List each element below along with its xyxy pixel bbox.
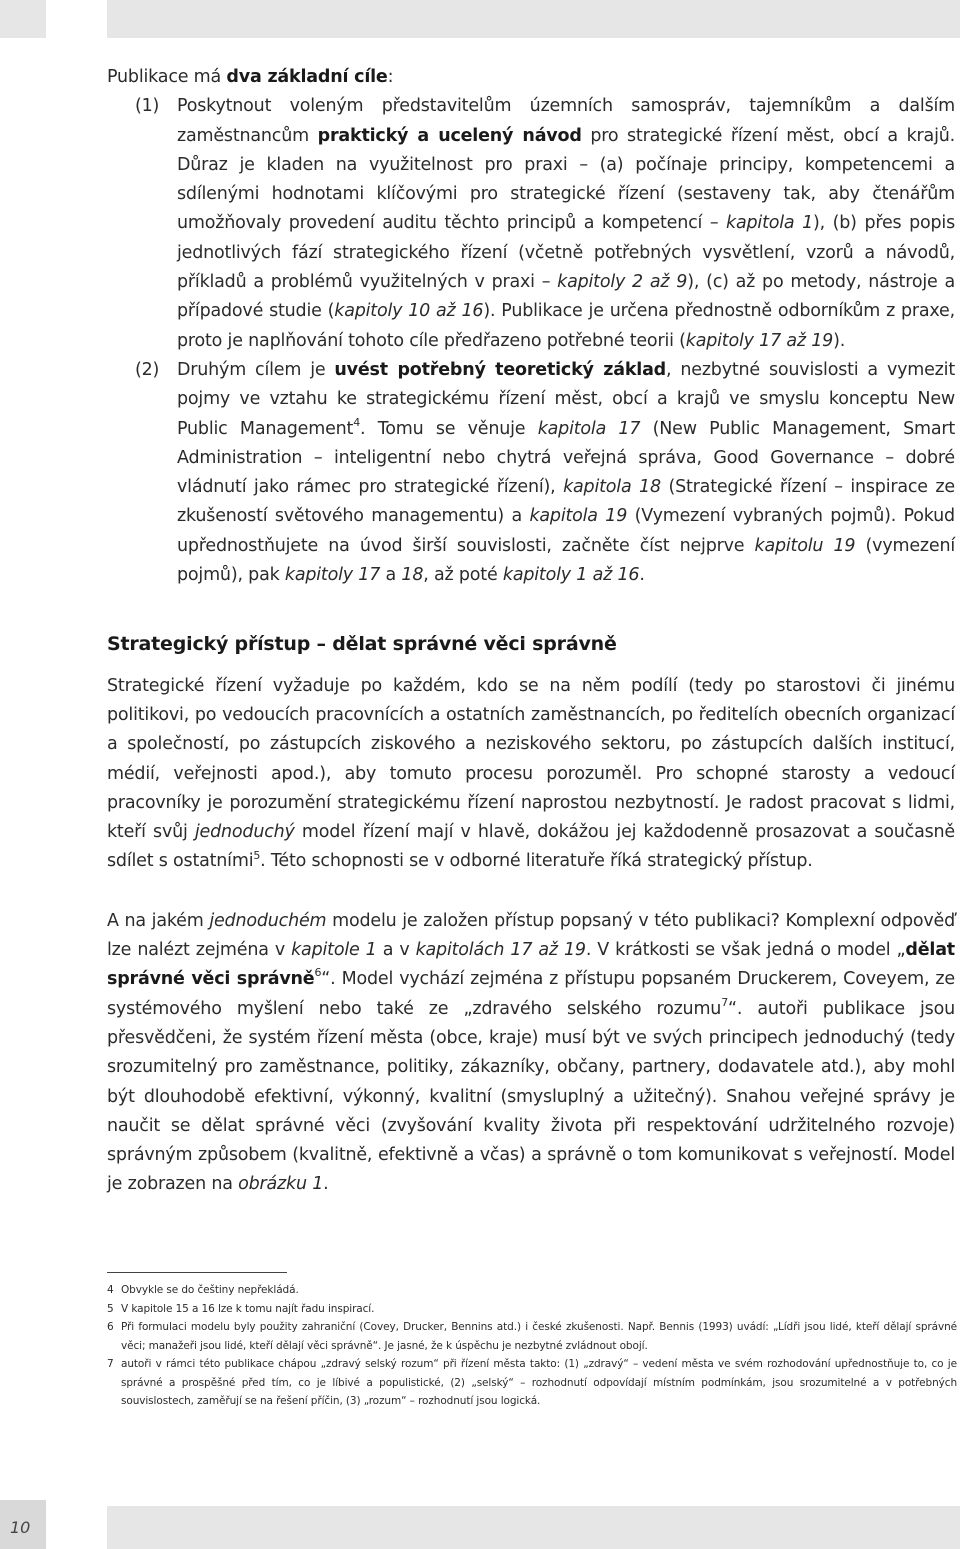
header-band [0,0,960,38]
item-number: (1) [135,96,160,117]
footnote: 7 autoři v rámci této publikace chápou „zdravý selský rozum“ při řízení města takto: (1) „zdravý“ – vedení města ve svém rozhodování upřednostňuje to, co je správné a prospěšné před tím, co je líbivé a populistické, (2) „selský“ – rozhodnutí odpovídají místním podmínkám, jsou srozumitelné a v potřebných souvislostech, zaměřují se na řešení příčin, (3) „rozum“ – rozhodnutí jsou logická. [107,1358,957,1407]
footnote-ref: 6 [314,966,322,980]
page-number: 10 [10,1518,31,1537]
goal-item-1: (1) Poskytnout voleným představitelům územních samospráv, tajemníkům a dalším zaměstnancům praktický a ucelený návod pro strategické řízení měst, obcí a krajů. Důraz je kladen na využitelnost pro praxi – (a) počínaje principy, kompetencemi a sdílenými hodnotami klíčovými pro strategické řízení (sestaveny tak, aby čtenářům umožňovaly provedení auditu těchto principů a kompetencí – kapitola 1), (b) přes popis jednotlivých fází strategického řízení (včetně potřebných vysvětlení, vzorů a návodů, příkladů a problémů využitelných v praxi – kapitoly 2 až 9), (c) až po metody, nástroje a případové studie (kapitoly 10 až 16). Publikace je určena přednostně odborníkům z praxe, proto je naplňování tohoto cíle předřazeno potřebné teorii (kapitoly 17 až 19). [107,92,955,356]
section-heading: Strategický přístup – dělat správné věci správně [107,633,617,656]
paragraph-gap [107,877,955,907]
paragraph-1: Strategické řízení vyžaduje po každém, kdo se na něm podílí (tedy po starostovi či jinému politikovi, po vedoucích pracovnících a ostatních zaměstnancích, po ředitelích obecních organizací a společností, po zástupcích ziskového a neziskového sektoru, po zástupcích dalších institucí, médií, veřejnosti apod.), aby tomuto procesu porozuměl. Pro schopné starosty a vedoucí pracovníky je porozumění strategickému řízení naprostou nezbytností. Je radost pracovat s lidmi, kteří svůj jednoduchý model řízení mají v hlavě, dokážou jej každodenně prosazovat a současně sdílet s ostatními$^5$. Této schopnosti se v odborné literatuře říká strategický přístup. [107,675,955,872]
header-band-right [107,0,960,38]
footnote-ref: 5 [253,848,261,862]
footnote-ref: 4 [353,415,361,429]
footnote: 4 Obvykle se do češtiny nepřekládá. [107,1284,299,1296]
footer-band [107,1506,960,1549]
header-band-left [0,0,46,38]
goal-item-2: (2) Druhým cílem je uvést potřebný teoretický základ, nezbytné souvislosti a vymezit pojmy ve vztahu ke strategickému řízení měst, obcí a krajů ve smyslu konceptu New Public Management$^4$. Tomu se věnuje kapitola 17 (New Public Management, Smart Administration – inteligentní nebo chytrá veřejná správa, Good Governance – dobré vládnutí jako rámec pro strategické řízení), kapitola 18 (Strategické řízení – inspirace ze zkušeností světového managementu) a kapitola 19 (Vymezení vybraných pojmů). Pokud upřednostňujete na úvod širší souvislosti, začněte číst nejprve kapitolu 19 (vymezení pojmů), pak kapitoly 17 a 18, až poté kapitoly 1 až 16. [107,356,955,590]
page-number-box [0,1500,46,1549]
footnotes [107,1281,957,1411]
main-content [107,63,955,1200]
footnote-divider [107,1272,287,1273]
item-number: (2) [135,359,160,380]
footnote: 5 V kapitole 15 a 16 lze k tomu najít řadu inspirací. [107,1302,375,1315]
footnote: 6 Při formulaci modelu byly použity zahraniční (Covey, Drucker, Bennins atd.) i české zkušenosti. Např. Bennis (1993) uvádí: „Lídři jsou lidé, kteří dělají správné věci; manažeři jsou lidé, kteří dělají věci správně“. Je jasné, že k úspěchu je nezbytné zvládnout obojí. [107,1321,957,1352]
intro-line: Publikace má dva základní cíle: [107,67,394,87]
paragraph-2: A na jakém jednoduchém modelu je založen přístup popsaný v této publikaci? Komplexní odpověď lze nalézt zejména v kapitole 1 a v kapitolách 17 až 19. V krátkosti se však jedná o model „dělat správné věci správně$^6$“. Model vychází zejména z přístupu popsaném Druckerem, Coveyem, ze systémového myšlení nebo také ze „zdravého selského rozumu$^7$“. autoři publikace jsou přesvědčeni, že systém řízení města (obce, kraje) musí být ve svých principech jednoduchý (tedy srozumitelný pro zaměstnance, politiky, zákazníky, občany, partnery, dodavatele atd.), aby mohl být dlouhodobě efektivní, výkonný, kvalitní (smysluplný a užitečný). Snahou veřejné správy je naučit se dělat správné věci (zvyšování kvality života při respektování udržitelného rozvoje) správným způsobem (kvalitně, efektivně a včas) a správně o tom komunikovat s veřejností. Model je zobrazen na obrázku 1. [107,910,955,1195]
footnote-ref: 7 [721,995,729,1009]
page-footer [0,1500,960,1549]
